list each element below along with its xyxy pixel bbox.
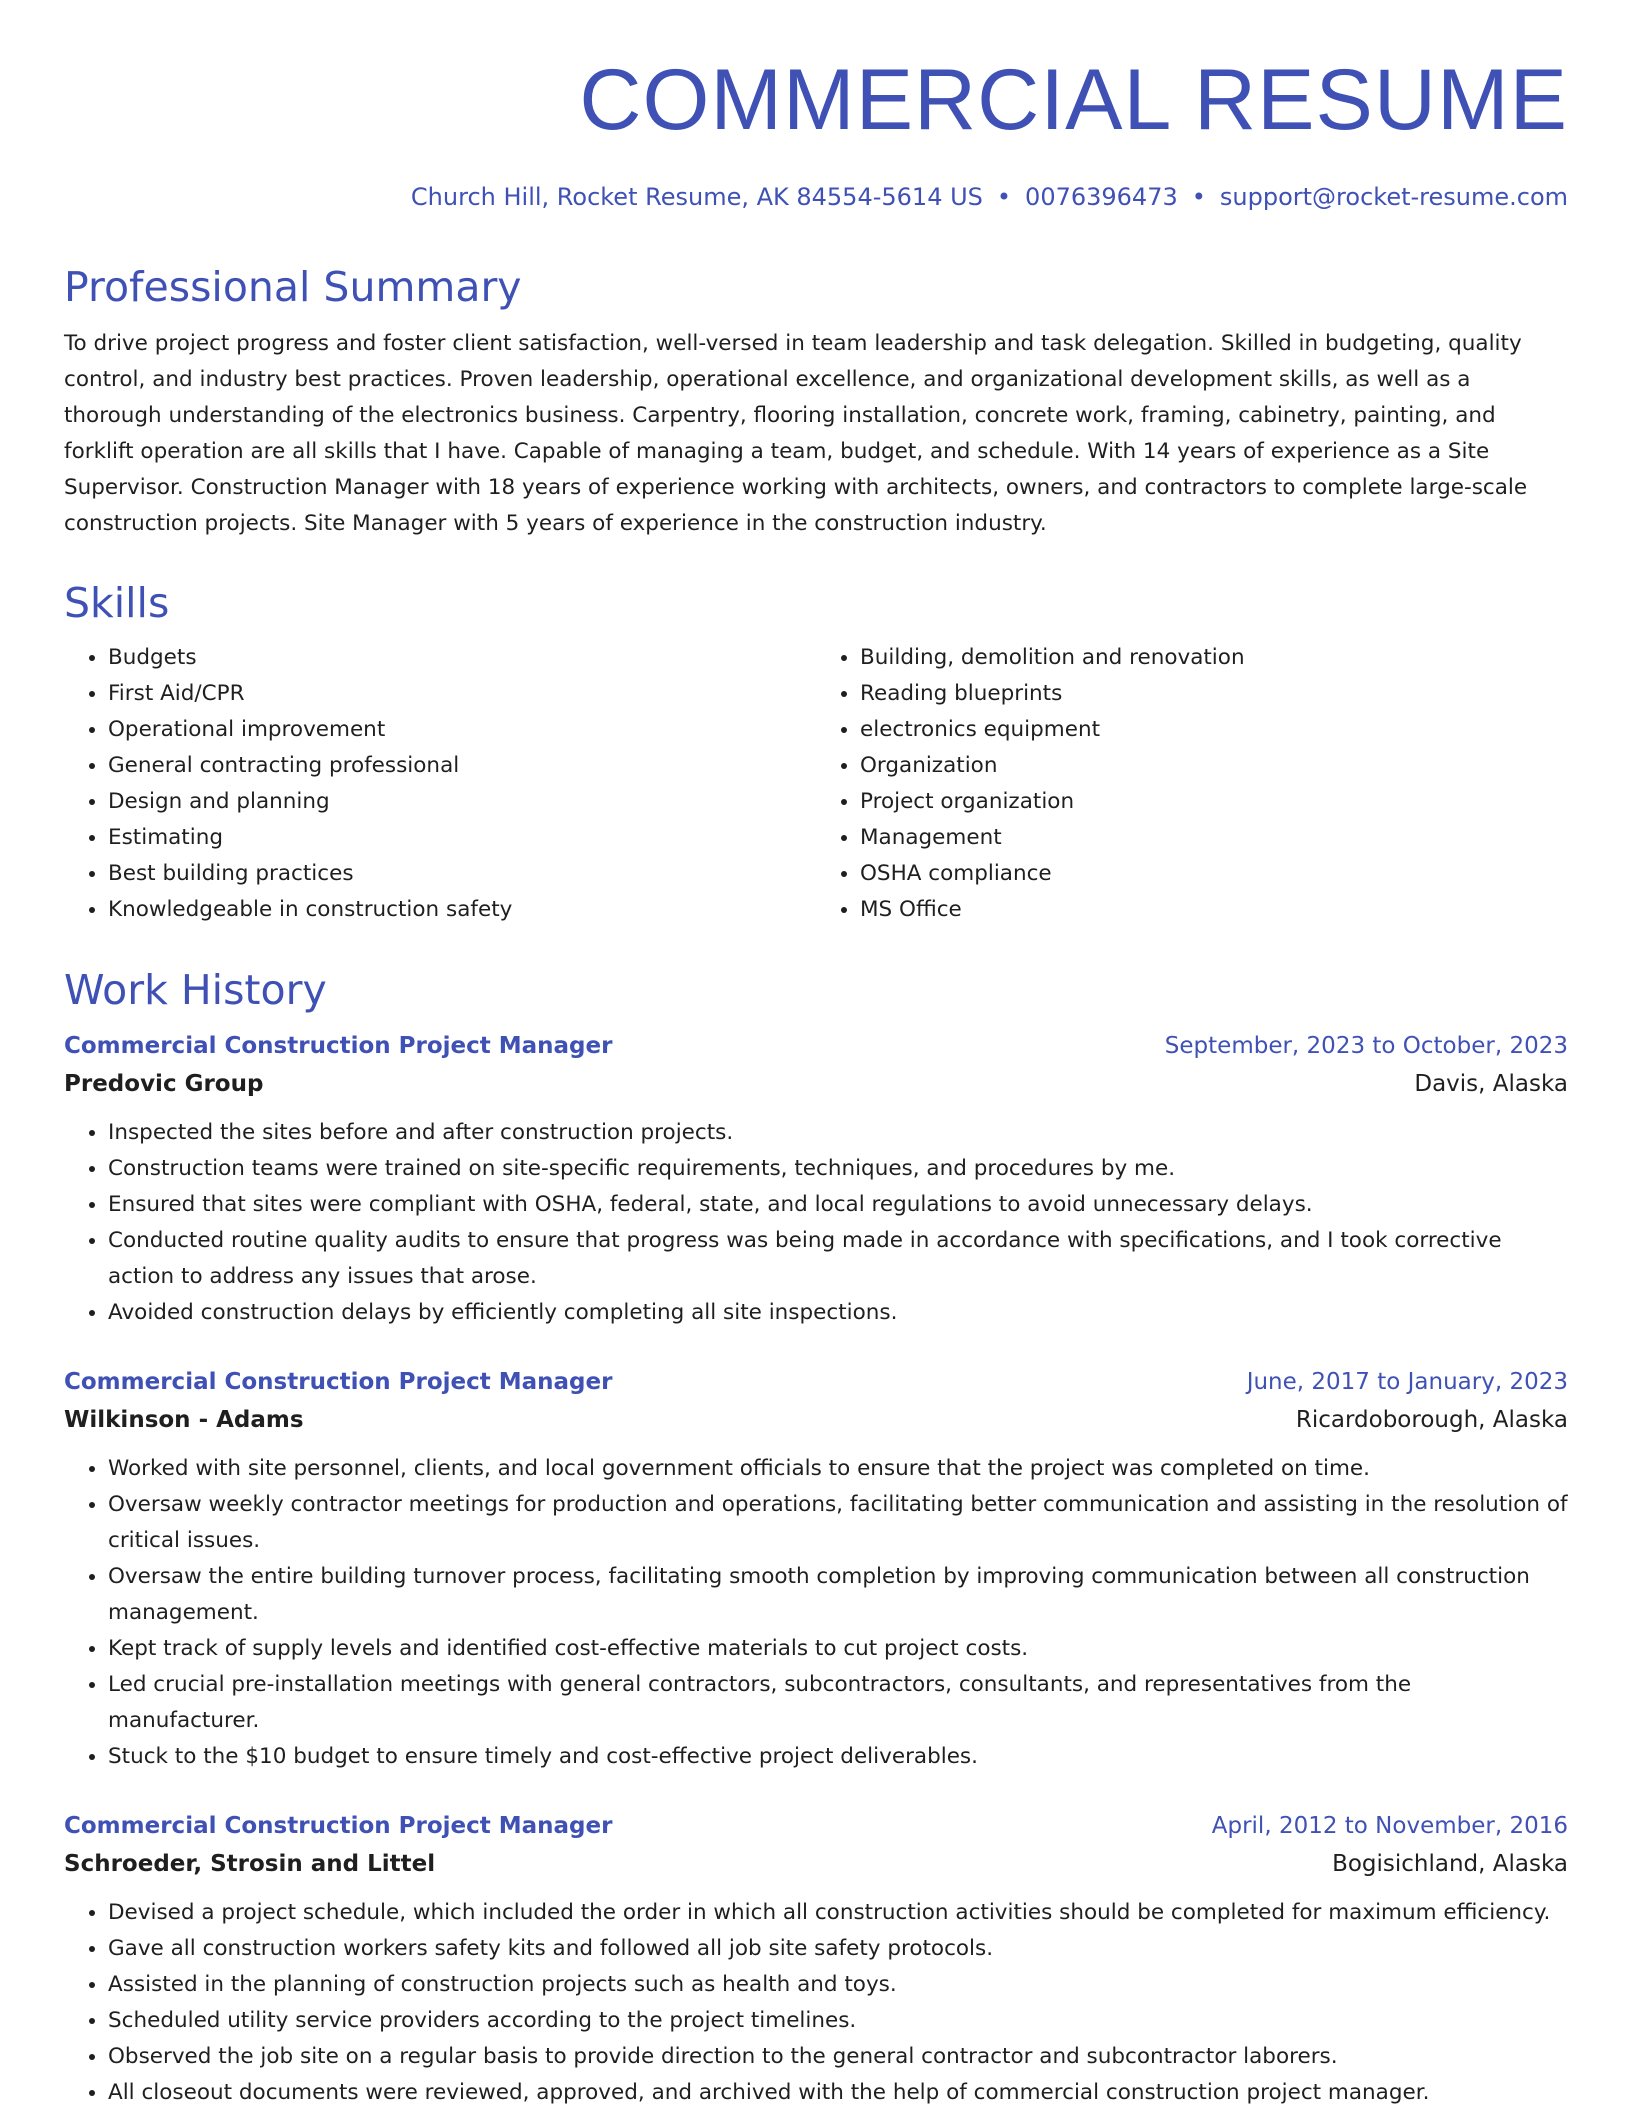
contact-line [411, 182, 1568, 212]
job-bullet: • Devised a project schedule, which included the order in which all construction activities should be completed for maximum efficiency. [108, 1895, 1568, 1931]
contact-email: support@rocket-resume.com [1219, 183, 1568, 211]
job-bullet: • Worked with site personnel, clients, and local government officials to ensure that the project was completed on time. [108, 1451, 1568, 1487]
skill-item: • Project organization [860, 784, 1568, 820]
job-bullet-list [64, 1115, 1568, 1331]
job-dates: April, 2012 to November, 2016 [1211, 1813, 1568, 1839]
job-dates: June, 2017 to January, 2023 [1246, 1369, 1568, 1395]
section-title-work: Work History [64, 966, 327, 1014]
job-bullet: • Oversaw the entire building turnover process, facilitating smooth completion by improving communication between all construction management. [108, 1559, 1568, 1631]
skill-item: • Organization [860, 748, 1568, 784]
job-bullet: • Ensured that sites were compliant with OSHA, federal, state, and local regulations to avoid unnecessary delays. [108, 1187, 1568, 1223]
contact-separator: • [1191, 183, 1206, 211]
job-bullet: • Conducted routine quality audits to ensure that progress was being made in accordance with specifications, and I took corrective action to address any issues that arose. [108, 1223, 1568, 1295]
job-bullet: • Avoided construction delays by efficiently completing all site inspections. [108, 1295, 1568, 1331]
skills-section [64, 578, 1568, 928]
skills-grid [64, 640, 1568, 928]
job-bullet: • Stuck to the $10 budget to ensure timely and cost-effective project deliverables. [108, 1739, 1568, 1775]
skill-item: • Design and planning [108, 784, 816, 820]
job-bullet: • Led crucial pre-installation meetings with general contractors, subcontractors, consultants, and representatives from the manufacturer. [108, 1667, 1568, 1739]
job-bullet: • Gave all construction workers safety kits and followed all job site safety protocols. [108, 1931, 1568, 1967]
job-title-row [64, 1363, 1568, 1401]
job-bullet: • Construction teams were trained on site-specific requirements, techniques, and procedures by me. [108, 1151, 1568, 1187]
job-bullet: • Kept track of supply levels and identified cost-effective materials to cut project costs. [108, 1631, 1568, 1667]
job-location: Davis, Alaska [1414, 1071, 1568, 1097]
job-bullet: • Scheduled utility service providers according to the project timelines. [108, 2003, 1568, 2039]
skill-item: • Building, demolition and renovation [860, 640, 1568, 676]
skill-item: • Best building practices [108, 856, 816, 892]
skill-item: • First Aid/CPR [108, 676, 816, 712]
summary-text: To drive project progress and foster client satisfaction, well-versed in team leadership and task delegation. Skilled in budgeting, quality control, and industry best practices. Proven leadership, operational excellence, and organizational development skills, as well as a thorough understanding of the electronics business. Carpentry, flooring installation, concrete work, framing, cabinetry, painting, and forklift operation are all skills that I have. Capable of managing a team, budget, and schedule. With 14 years of experience as a Site Supervisor. Construction Manager with 18 years of experience working with architects, owners, and contractors to complete large-scale construction projects. Site Manager with 5 years of experience in the construction industry. [64, 331, 1528, 536]
skill-item: • General contracting professional [108, 748, 816, 784]
skill-item: • Reading blueprints [860, 676, 1568, 712]
skills-list-right [816, 640, 1568, 928]
skill-item: • Knowledgeable in construction safety [108, 892, 816, 928]
job-entry [64, 1807, 1568, 2111]
job-company: Wilkinson - Adams [64, 1407, 304, 1433]
job-company-row [64, 1845, 1568, 1883]
job-location: Bogisichland, Alaska [1332, 1851, 1568, 1877]
work-history-section [64, 965, 1568, 2111]
job-bullet: • All closeout documents were reviewed, approved, and archived with the help of commercial construction project manager. [108, 2075, 1568, 2111]
job-company: Schroeder, Strosin and Littel [64, 1851, 436, 1877]
section-title-skills: Skills [64, 579, 170, 627]
job-location: Ricardoborough, Alaska [1295, 1407, 1568, 1433]
job-company-row [64, 1401, 1568, 1439]
contact-phone: 0076396473 [1025, 183, 1178, 211]
job-bullet-list [64, 1451, 1568, 1775]
job-title: Commercial Construction Project Manager [64, 1813, 613, 1839]
job-company: Predovic Group [64, 1071, 264, 1097]
skill-item: • Budgets [108, 640, 816, 676]
resume-name: COMMERCIAL RESUME [579, 52, 1568, 148]
job-bullet-list [64, 1895, 1568, 2111]
contact-address: Church Hill, Rocket Resume, AK 84554-5614 US [410, 183, 983, 211]
job-entry [64, 1363, 1568, 1775]
skills-list-left [64, 640, 816, 928]
job-dates: September, 2023 to October, 2023 [1164, 1033, 1568, 1059]
job-bullet: • Observed the job site on a regular basis to provide direction to the general contractor and subcontractor laborers. [108, 2039, 1568, 2075]
job-bullet: • Assisted in the planning of construction projects such as health and toys. [108, 1967, 1568, 2003]
skill-item: • electronics equipment [860, 712, 1568, 748]
section-title-summary: Professional Summary [64, 263, 522, 311]
job-title: Commercial Construction Project Manager [64, 1033, 613, 1059]
skill-item: • OSHA compliance [860, 856, 1568, 892]
skill-item: • Estimating [108, 820, 816, 856]
professional-summary-section [64, 262, 1568, 542]
job-title-row [64, 1027, 1568, 1065]
job-title-row [64, 1807, 1568, 1845]
job-entry [64, 1027, 1568, 1331]
job-bullet: • Oversaw weekly contractor meetings for production and operations, facilitating better communication and assisting in the resolution of critical issues. [108, 1487, 1568, 1559]
job-bullet: • Inspected the sites before and after construction projects. [108, 1115, 1568, 1151]
skill-item: • MS Office [860, 892, 1568, 928]
resume-header [64, 50, 1568, 150]
skill-item: • Operational improvement [108, 712, 816, 748]
skill-item: • Management [860, 820, 1568, 856]
job-title: Commercial Construction Project Manager [64, 1369, 613, 1395]
contact-separator: • [996, 183, 1012, 211]
job-company-row [64, 1065, 1568, 1103]
